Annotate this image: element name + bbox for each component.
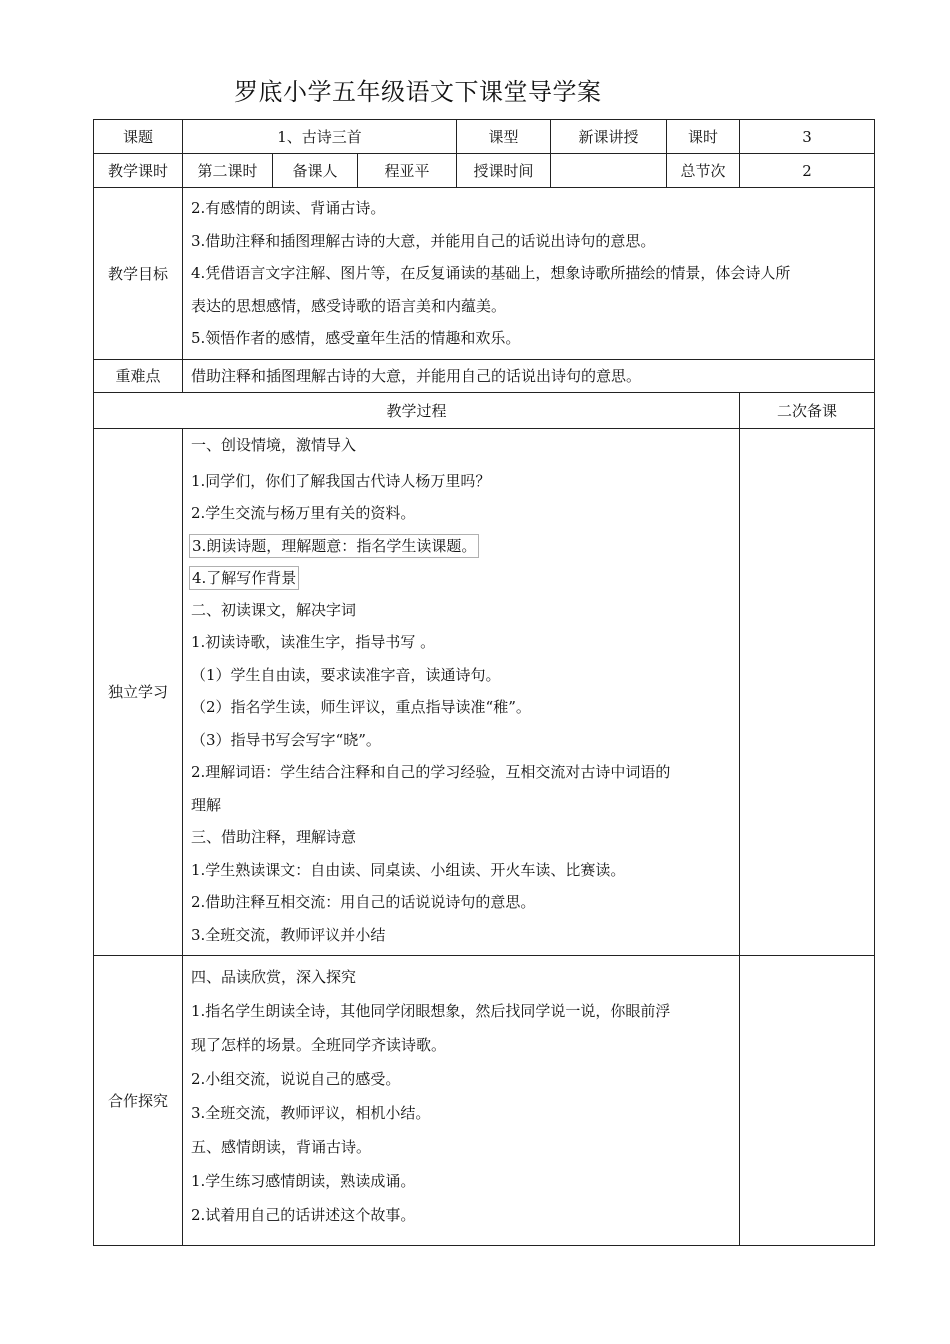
cooperative-label: 合作探究	[94, 956, 183, 1246]
type-value: 新课讲授	[551, 120, 667, 154]
step-line: 四、品读欣赏，深入探究	[191, 968, 357, 986]
step-line: 2.借助注释互相交流：用自己的话说说诗句的意思。	[191, 893, 536, 911]
step-line: 1.指名学生朗读全诗，其他同学闭眼想象，然后找同学说一说，你眼前浮	[191, 1002, 671, 1020]
step-line: （1）学生自由读，要求读准字音，读通诗句。	[191, 665, 501, 684]
notes-label: 二次备课	[740, 392, 875, 428]
step-line: （3）指导书写会写字“晓”。	[191, 730, 381, 749]
page-title: 罗底小学五年级语文下课堂导学案	[234, 78, 602, 106]
step-line: 1.初读诗歌，读准生字，指导书写 。	[191, 633, 436, 651]
step-line: 1.学生熟读课文：自由读、同桌读、小组读、开火车读、比赛读。	[191, 860, 626, 879]
objective-line: 4.凭借语言文字注解、图片等，在反复诵读的基础上，想象诗歌所描绘的情景，体会诗人所	[191, 264, 791, 282]
independent-content	[183, 428, 740, 956]
header-row-2	[94, 154, 875, 188]
topic-value: 1、古诗三首	[183, 120, 457, 154]
objective-line: 5.领悟作者的感情，感受童年生活的情趣和欢乐。	[191, 329, 521, 347]
process-header-row	[94, 392, 875, 428]
step-line: 3.全班交流，教师评议并小结	[191, 925, 386, 944]
type-label: 课型	[457, 120, 551, 154]
step-line: 4.了解写作背景	[189, 566, 299, 590]
objective-line: 表达的思想感情，感受诗歌的语言美和内蕴美。	[191, 296, 507, 315]
step-line: （2）指名学生读，师生评议，重点指导读准“稚”。	[191, 698, 531, 716]
preparer-value: 程亚平	[358, 154, 457, 188]
session-label: 教学课时	[94, 154, 183, 188]
step-line: 2.试着用自己的话讲述这个故事。	[191, 1206, 416, 1224]
step-line: 二、初读课文，解决字词	[191, 600, 357, 619]
key-points-text: 借助注释和插图理解古诗的大意，并能用自己的话说出诗句的意思。	[183, 359, 875, 392]
step-line: 2.理解词语：学生结合注释和自己的学习经验，互相交流对古诗中词语的	[191, 763, 671, 781]
cooperative-content	[183, 956, 740, 1246]
lesson-plan-table	[93, 119, 875, 1246]
step-line: 2.小组交流，说说自己的感受。	[191, 1070, 401, 1088]
step-line: 1.学生练习感情朗读，熟读成诵。	[191, 1172, 416, 1190]
hours-label: 课时	[667, 120, 740, 154]
topic-label: 课题	[94, 120, 183, 154]
step-line: 现了怎样的场景。全班同学齐读诗歌。	[191, 1036, 447, 1054]
independent-notes	[740, 428, 875, 956]
hours-value: 3	[740, 120, 875, 154]
key-points-label: 重难点	[94, 359, 183, 392]
step-line: 三、借助注释，理解诗意	[191, 828, 357, 846]
step-line: 1.同学们，你们了解我国古代诗人杨万里吗？	[191, 471, 491, 490]
objectives-label: 教学目标	[94, 188, 183, 360]
step-line: 一、创设情境，激情导入	[191, 435, 357, 454]
step-line: 3.朗读诗题，理解题意：指名学生读课题。	[189, 534, 479, 558]
step-line: 理解	[191, 795, 222, 814]
total-value: 2	[740, 154, 875, 188]
date-value	[551, 154, 667, 188]
header-row-1	[94, 120, 875, 154]
objective-line: 3.借助注释和插图理解古诗的大意，并能用自己的话说出诗句的意思。	[191, 231, 656, 250]
process-label: 教学过程	[94, 392, 740, 428]
step-line: 3.全班交流，教师评议，相机小结。	[191, 1104, 431, 1122]
step-line: 2.学生交流与杨万里有关的资料。	[191, 504, 416, 522]
objectives-row	[94, 188, 875, 360]
independent-row	[94, 428, 875, 956]
objective-line: 2.有感情的朗读、背诵古诗。	[191, 199, 386, 217]
preparer-label: 备课人	[273, 154, 358, 188]
total-label: 总节次	[667, 154, 740, 188]
cooperative-notes	[740, 956, 875, 1246]
independent-label: 独立学习	[94, 428, 183, 956]
date-label: 授课时间	[457, 154, 551, 188]
objectives-content	[183, 188, 875, 360]
session-value: 第二课时	[183, 154, 273, 188]
step-line: 五、感情朗读，背诵古诗。	[191, 1138, 372, 1156]
key-points-row	[94, 359, 875, 392]
cooperative-row	[94, 956, 875, 1246]
